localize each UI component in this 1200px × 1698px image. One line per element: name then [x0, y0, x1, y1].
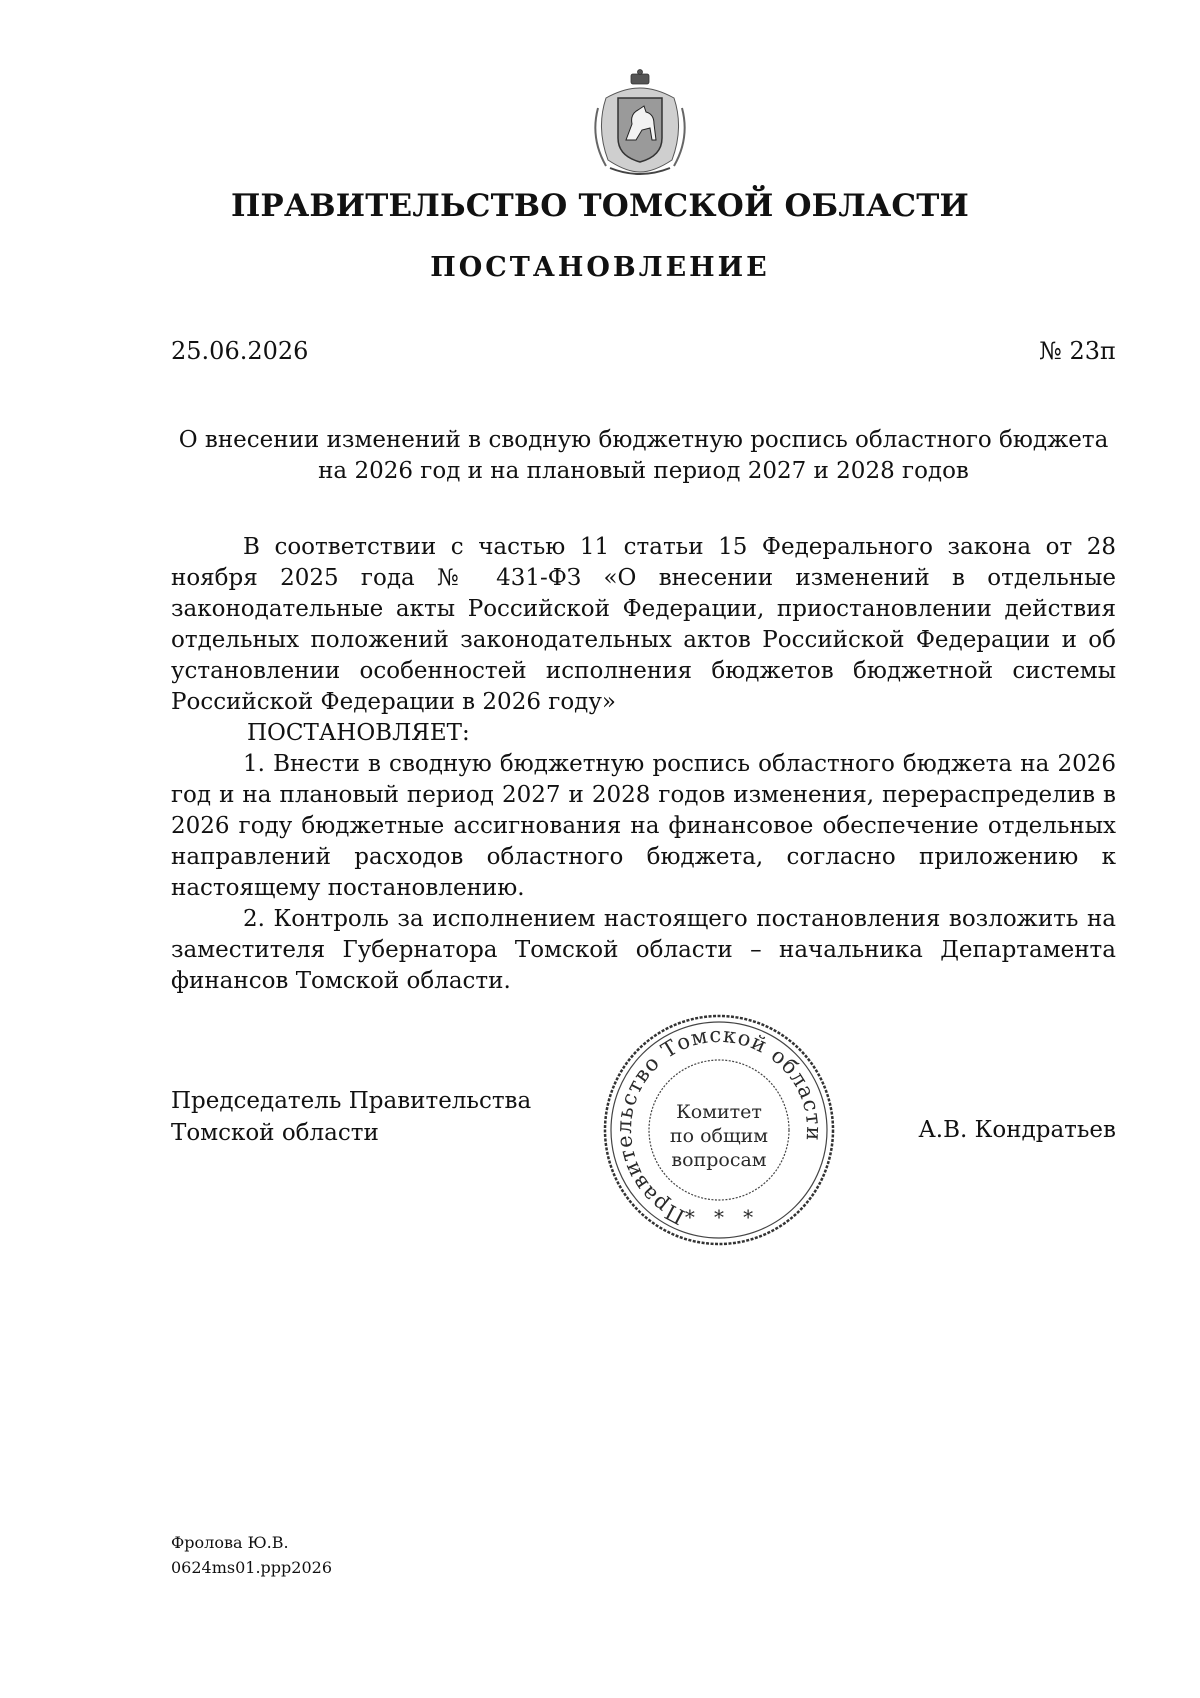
document-subject — [171, 425, 1116, 487]
subject-line-1: О внесении изменений в сводную бюджетную роспись областного бюджета — [178, 427, 1109, 453]
coat-of-arms-emblem — [586, 68, 694, 178]
official-stamp-seal — [598, 1012, 840, 1248]
document-footer — [171, 1530, 332, 1580]
signatory-name: А.В. Кондратьев — [918, 1117, 1116, 1143]
stamp-center-line-1: Комитет — [676, 1101, 762, 1123]
document-body — [171, 532, 1116, 997]
subject-line-2: на 2026 год и на плановый период 2027 и 2028 годов — [318, 458, 969, 484]
resolves-heading: ПОСТАНОВЛЯЕТ: — [247, 720, 470, 746]
item-2-paragraph: 2. Контроль за исполнением настоящего постановления возложить на заместителя Губернатора Томской области – начальника Департамента финансов Томской области. — [171, 906, 1116, 994]
signatory-title — [171, 1085, 531, 1149]
document-date: 25.06.2026 — [171, 337, 309, 365]
stamp-ring-text: Правительство Томской области — [611, 1022, 827, 1230]
stamp-center-line-2: по общим — [669, 1125, 769, 1147]
signatory-title-line-2: Томской области — [171, 1120, 379, 1146]
document-number: № 23п — [1039, 337, 1116, 365]
signatory-title-line-1: Председатель Правительства — [171, 1088, 532, 1114]
footer-file-code: 0624ms01.ppp2026 — [171, 1558, 332, 1577]
document-type-title: ПОСТАНОВЛЕНИЕ — [430, 252, 770, 283]
footer-author: Фролова Ю.В. — [171, 1533, 289, 1552]
preamble-paragraph: В соответствии с частью 11 статьи 15 Федерального закона от 28 ноября 2025 года № 431-ФЗ «О внесении изменений в отдельные законодательные акты Российской Федерации, приостановлении действия отдельных положений законодательных актов Российской Федерации и об установлении особенностей исполнения бюджетов бюджетной системы Российской Федерации в 2026 году» — [171, 534, 1116, 715]
organization-title: ПРАВИТЕЛЬСТВО ТОМСКОЙ ОБЛАСТИ — [230, 188, 970, 224]
stamp-center-line-3: вопросам — [671, 1149, 767, 1171]
item-1-paragraph: 1. Внести в сводную бюджетную роспись областного бюджета на 2026 год и на плановый период 2027 и 2028 годов изменения, перераспределив в 2026 году бюджетные ассигнования на финансовое обеспечение отдельных направлений расходов областного бюджета, согласно приложению к настоящему постановлению. — [171, 751, 1116, 901]
stamp-stars: * * * — [684, 1205, 754, 1229]
